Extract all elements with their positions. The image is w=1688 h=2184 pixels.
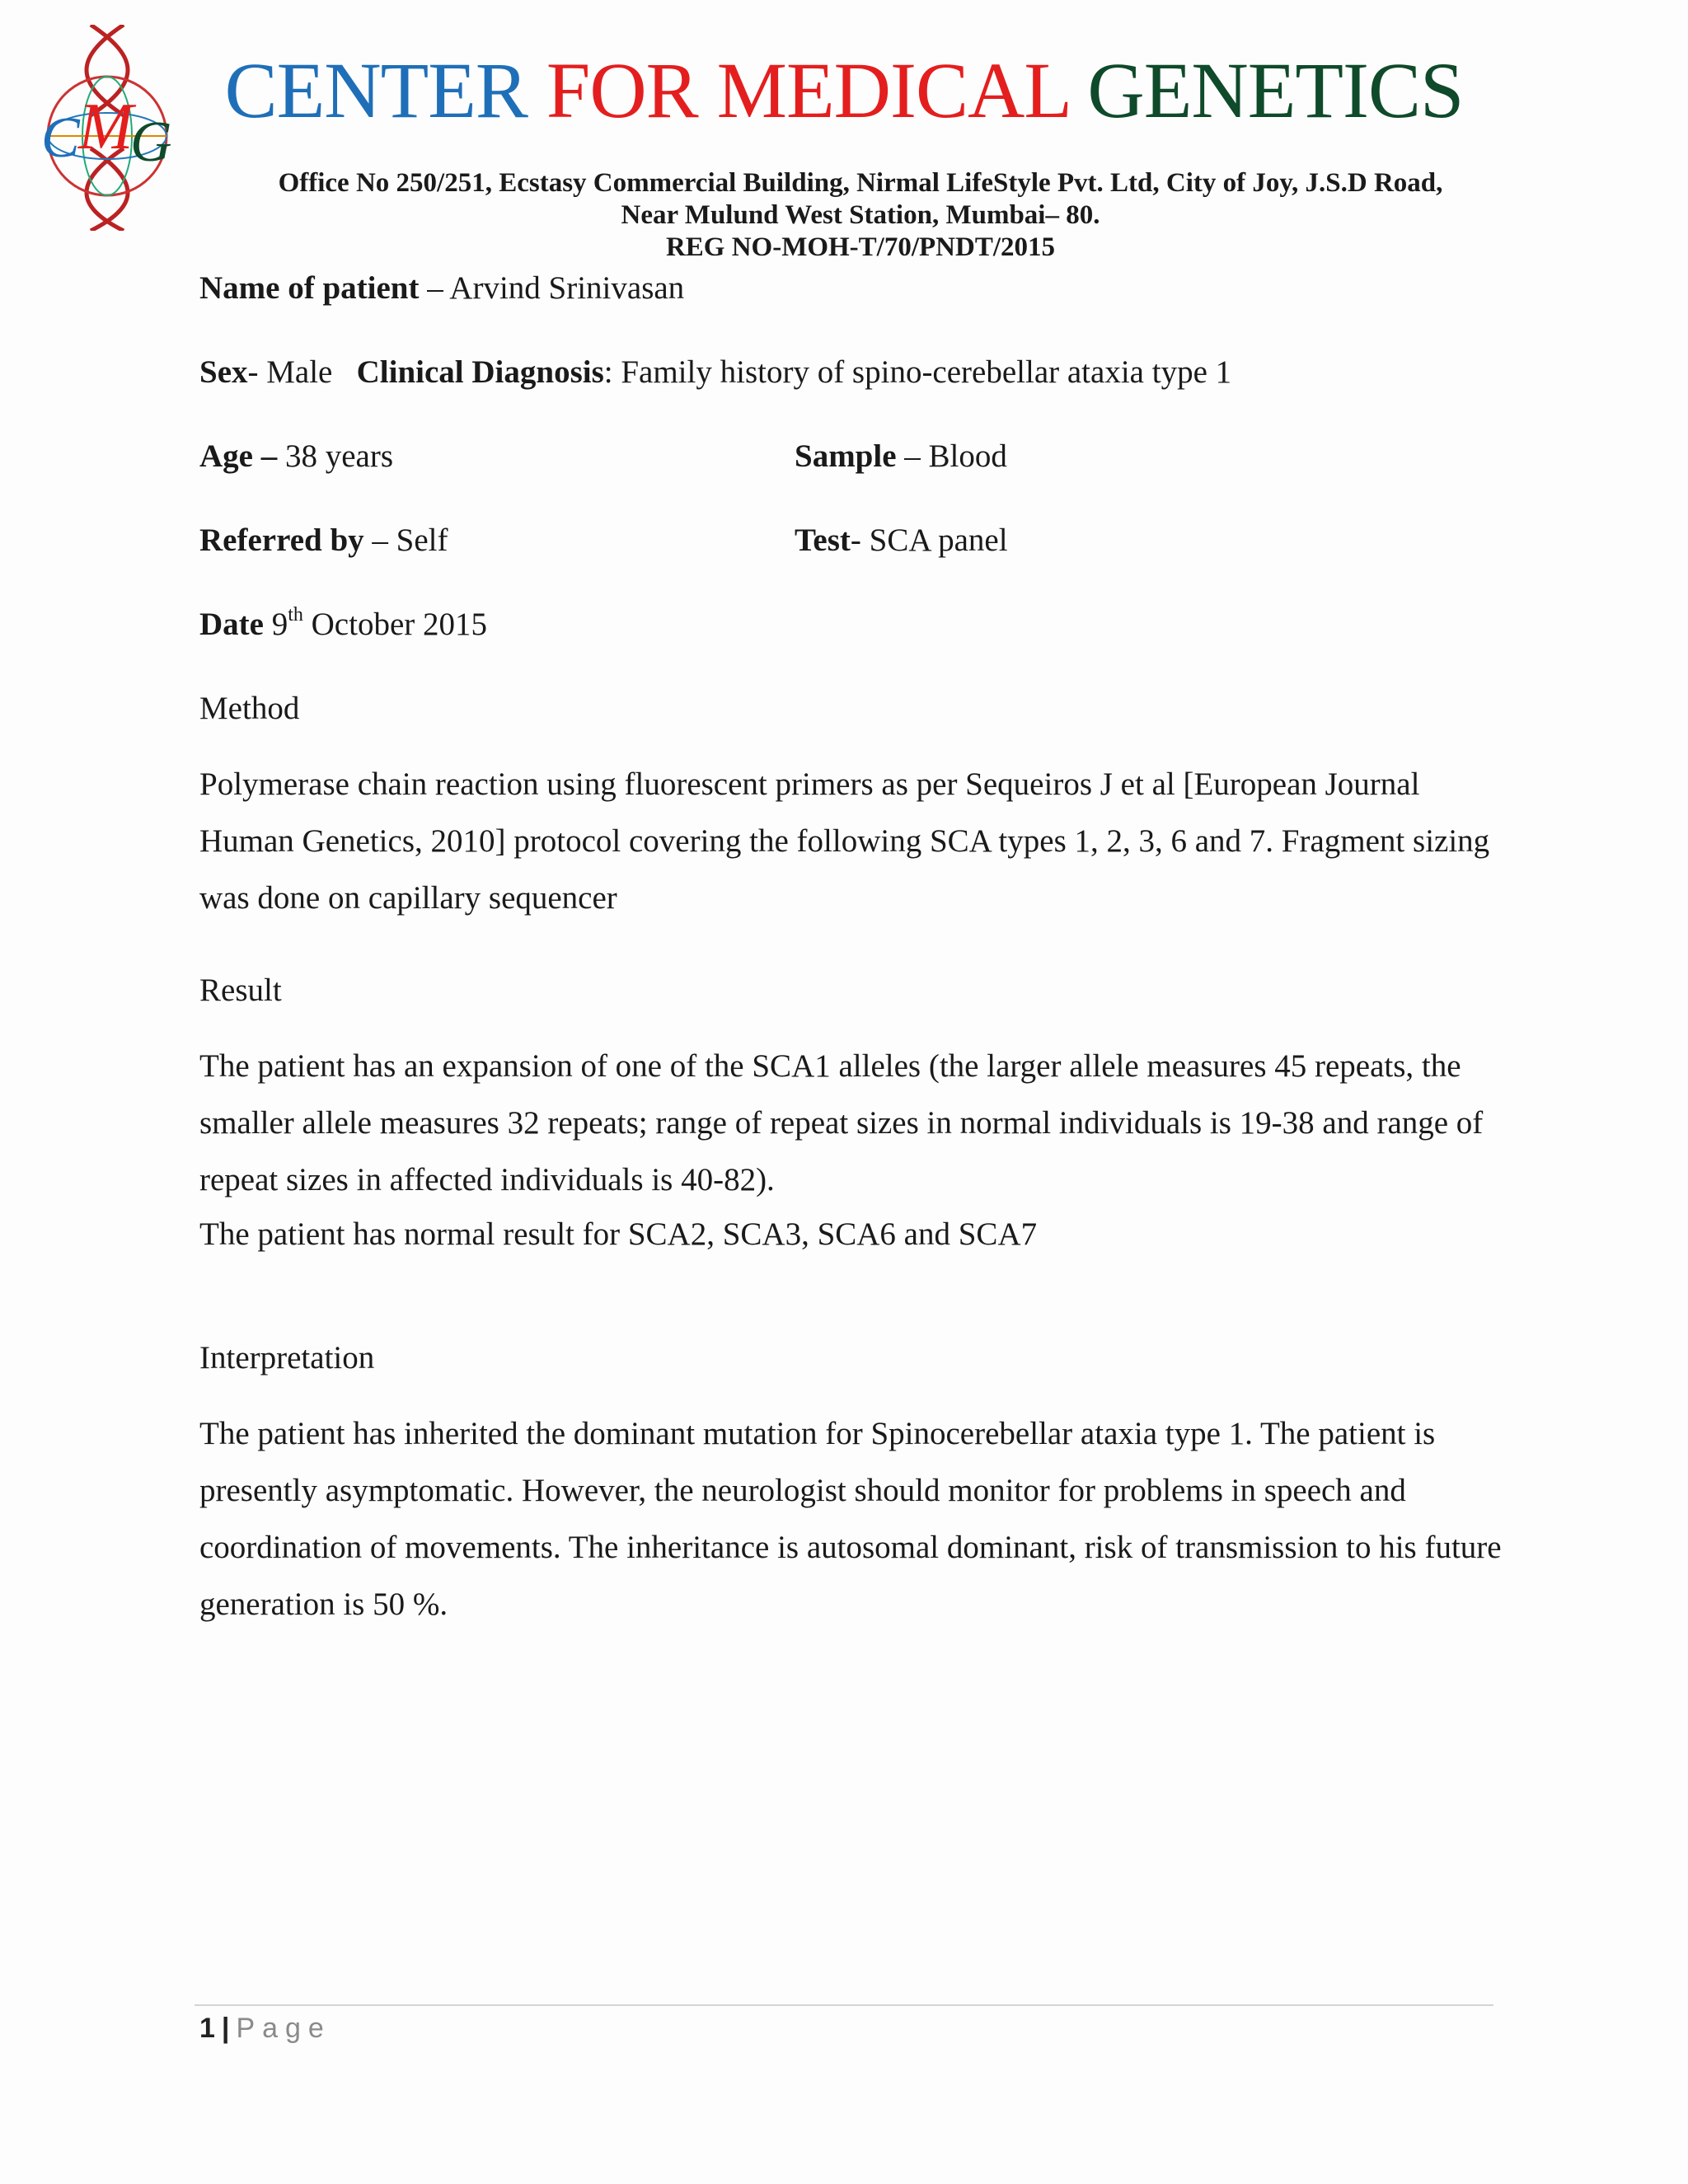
referred-label: Referred by — [199, 523, 364, 558]
referred-value: – Self — [363, 523, 448, 558]
svg-text:G: G — [130, 110, 172, 174]
method-text: Polymerase chain reaction using fluorescent primers as per Sequeiros J et al [European Journal Human Genetics, 2010] protocol covering the following SCA types 1, 2, 3, 6 and 7. Fragment sizing was done on capillary sequencer — [199, 766, 1490, 916]
sample-label: Sample — [795, 438, 897, 474]
date-label: Date — [199, 607, 264, 642]
test-label: Test — [795, 523, 851, 558]
page-number: 1 — [199, 2013, 215, 2044]
sample-value: – Blood — [896, 438, 1007, 474]
sex-diagnosis-row — [199, 354, 1231, 391]
age-value: 38 years — [277, 438, 394, 474]
result-text-1: The patient has an expansion of one of the SCA1 alleles (the larger allele measures 45 repeats, the smaller allele measures 32 repeats; range of repeat sizes in normal individuals is 19-38 and range of repeat sizes in affected individuals is 40-82). — [199, 1048, 1484, 1197]
patient-name-label: Name of patient — [199, 270, 420, 306]
patient-name-row — [199, 269, 684, 307]
date-day: 9 — [263, 607, 288, 642]
age-row — [199, 438, 393, 475]
sample-row — [795, 438, 1007, 475]
lab-title — [0, 46, 1688, 134]
title-genetics: GENETICS — [1087, 46, 1464, 134]
footer-divider — [195, 2004, 1493, 2006]
footer-separator: | — [221, 2013, 230, 2044]
registration-number: REG NO-MOH-T/70/PNDT/2015 — [665, 232, 1056, 262]
test-row — [795, 522, 1008, 559]
patient-name-value: – Arvind Srinivasan — [419, 270, 685, 306]
lab-address — [190, 167, 1531, 264]
age-label: Age – — [199, 438, 278, 474]
result-text-2: The patient has normal result for SCA2, SCA3, SCA6 and SCA7 — [199, 1216, 1038, 1252]
sex-value: - Male — [247, 354, 333, 390]
interpretation-text: The patient has inherited the dominant mutation for Spinocerebellar ataxia type 1. The patient is presently asymptomatic. However, the neurologist should monitor for problems in speech and coordination of movements. The inheritance is autosomal dominant, risk of transmission to his future generation is 50 %. — [199, 1416, 1502, 1622]
date-row — [199, 606, 487, 643]
date-rest: October 2015 — [302, 607, 487, 642]
svg-text:M: M — [78, 91, 134, 163]
diagnosis-value: : Family history of spino-cerebellar ataxia type 1 — [603, 354, 1232, 390]
diagnosis-label: Clinical Diagnosis — [356, 354, 604, 390]
address-line-2: Near Mulund West Station, Mumbai– 80. — [621, 200, 1100, 230]
date-suffix: th — [288, 604, 303, 626]
title-for-medical: FOR MEDICAL — [546, 46, 1069, 134]
method-heading: Method — [199, 691, 300, 726]
referred-row — [199, 522, 448, 559]
address-line-1: Office No 250/251, Ecstasy Commercial Building, Nirmal LifeStyle Pvt. Ltd, City of Joy, J.S.D Road, — [278, 168, 1443, 198]
page-label: Page — [236, 2013, 331, 2044]
test-value: - SCA panel — [850, 523, 1008, 558]
title-center: CENTER — [224, 46, 528, 134]
interpretation-heading: Interpretation — [199, 1340, 375, 1376]
sex-label: Sex — [199, 354, 248, 390]
result-heading: Result — [199, 972, 282, 1008]
page-footer — [199, 2013, 331, 2045]
svg-text:C: C — [41, 106, 80, 170]
